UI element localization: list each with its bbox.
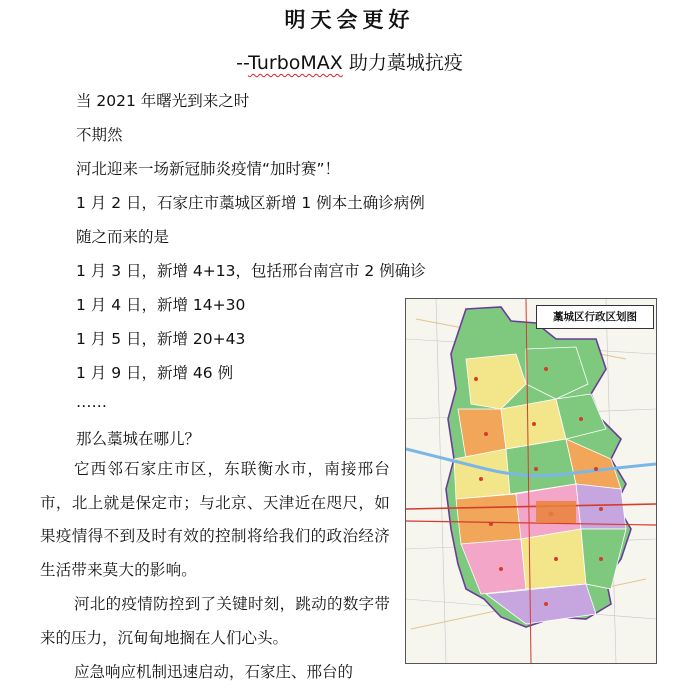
text-line: 1 月 9 日，新增 46 例: [76, 364, 234, 382]
text-line: 1 月 3 日，新增 4+13，包括邢台南宫市 2 例确诊: [76, 262, 426, 280]
subtitle-rest: 助力藁城抗疫: [342, 52, 463, 74]
paragraph: 应急响应机制迅速启动，石家庄、邢台的: [74, 663, 354, 681]
district-map: [405, 298, 657, 664]
document-title: 明天会更好: [284, 8, 415, 32]
map-graphic: [406, 299, 656, 663]
paragraph: 河北的疫情防控到了关键时刻，跳动的数字带来的压力，沉甸甸地搁在人们心头。: [40, 595, 390, 647]
text-line: 随之而来的是: [76, 228, 170, 246]
text-line: 不期然: [76, 126, 123, 144]
text-line: ……: [76, 393, 107, 411]
subtitle-brand: TurboMAX: [248, 52, 343, 74]
paragraph: 它西邻石家庄市区，东联衡水市，南接邢台市，北上就是保定市；与北京、天津近在咫尺，如果疫情得不到及时有效的控制将给我们的政治经济生活带来莫大的影响。: [40, 460, 390, 579]
text-line: 1 月 2 日，石家庄市藁城区新增 1 例本土确诊病例: [76, 194, 425, 212]
map-title: 藁城区行政区划图: [536, 305, 654, 329]
text-line: 当 2021 年曙光到来之时: [76, 92, 250, 110]
subtitle-prefix: --: [236, 52, 249, 74]
text-line: 河北迎来一场新冠肺炎疫情“加时赛”！: [76, 160, 341, 178]
text-line: 1 月 5 日，新增 20+43: [76, 330, 246, 348]
document-subtitle: [0, 48, 699, 75]
text-line: 那么藁城在哪儿？: [76, 430, 201, 448]
text-line: 1 月 4 日，新增 14+30: [76, 296, 246, 314]
